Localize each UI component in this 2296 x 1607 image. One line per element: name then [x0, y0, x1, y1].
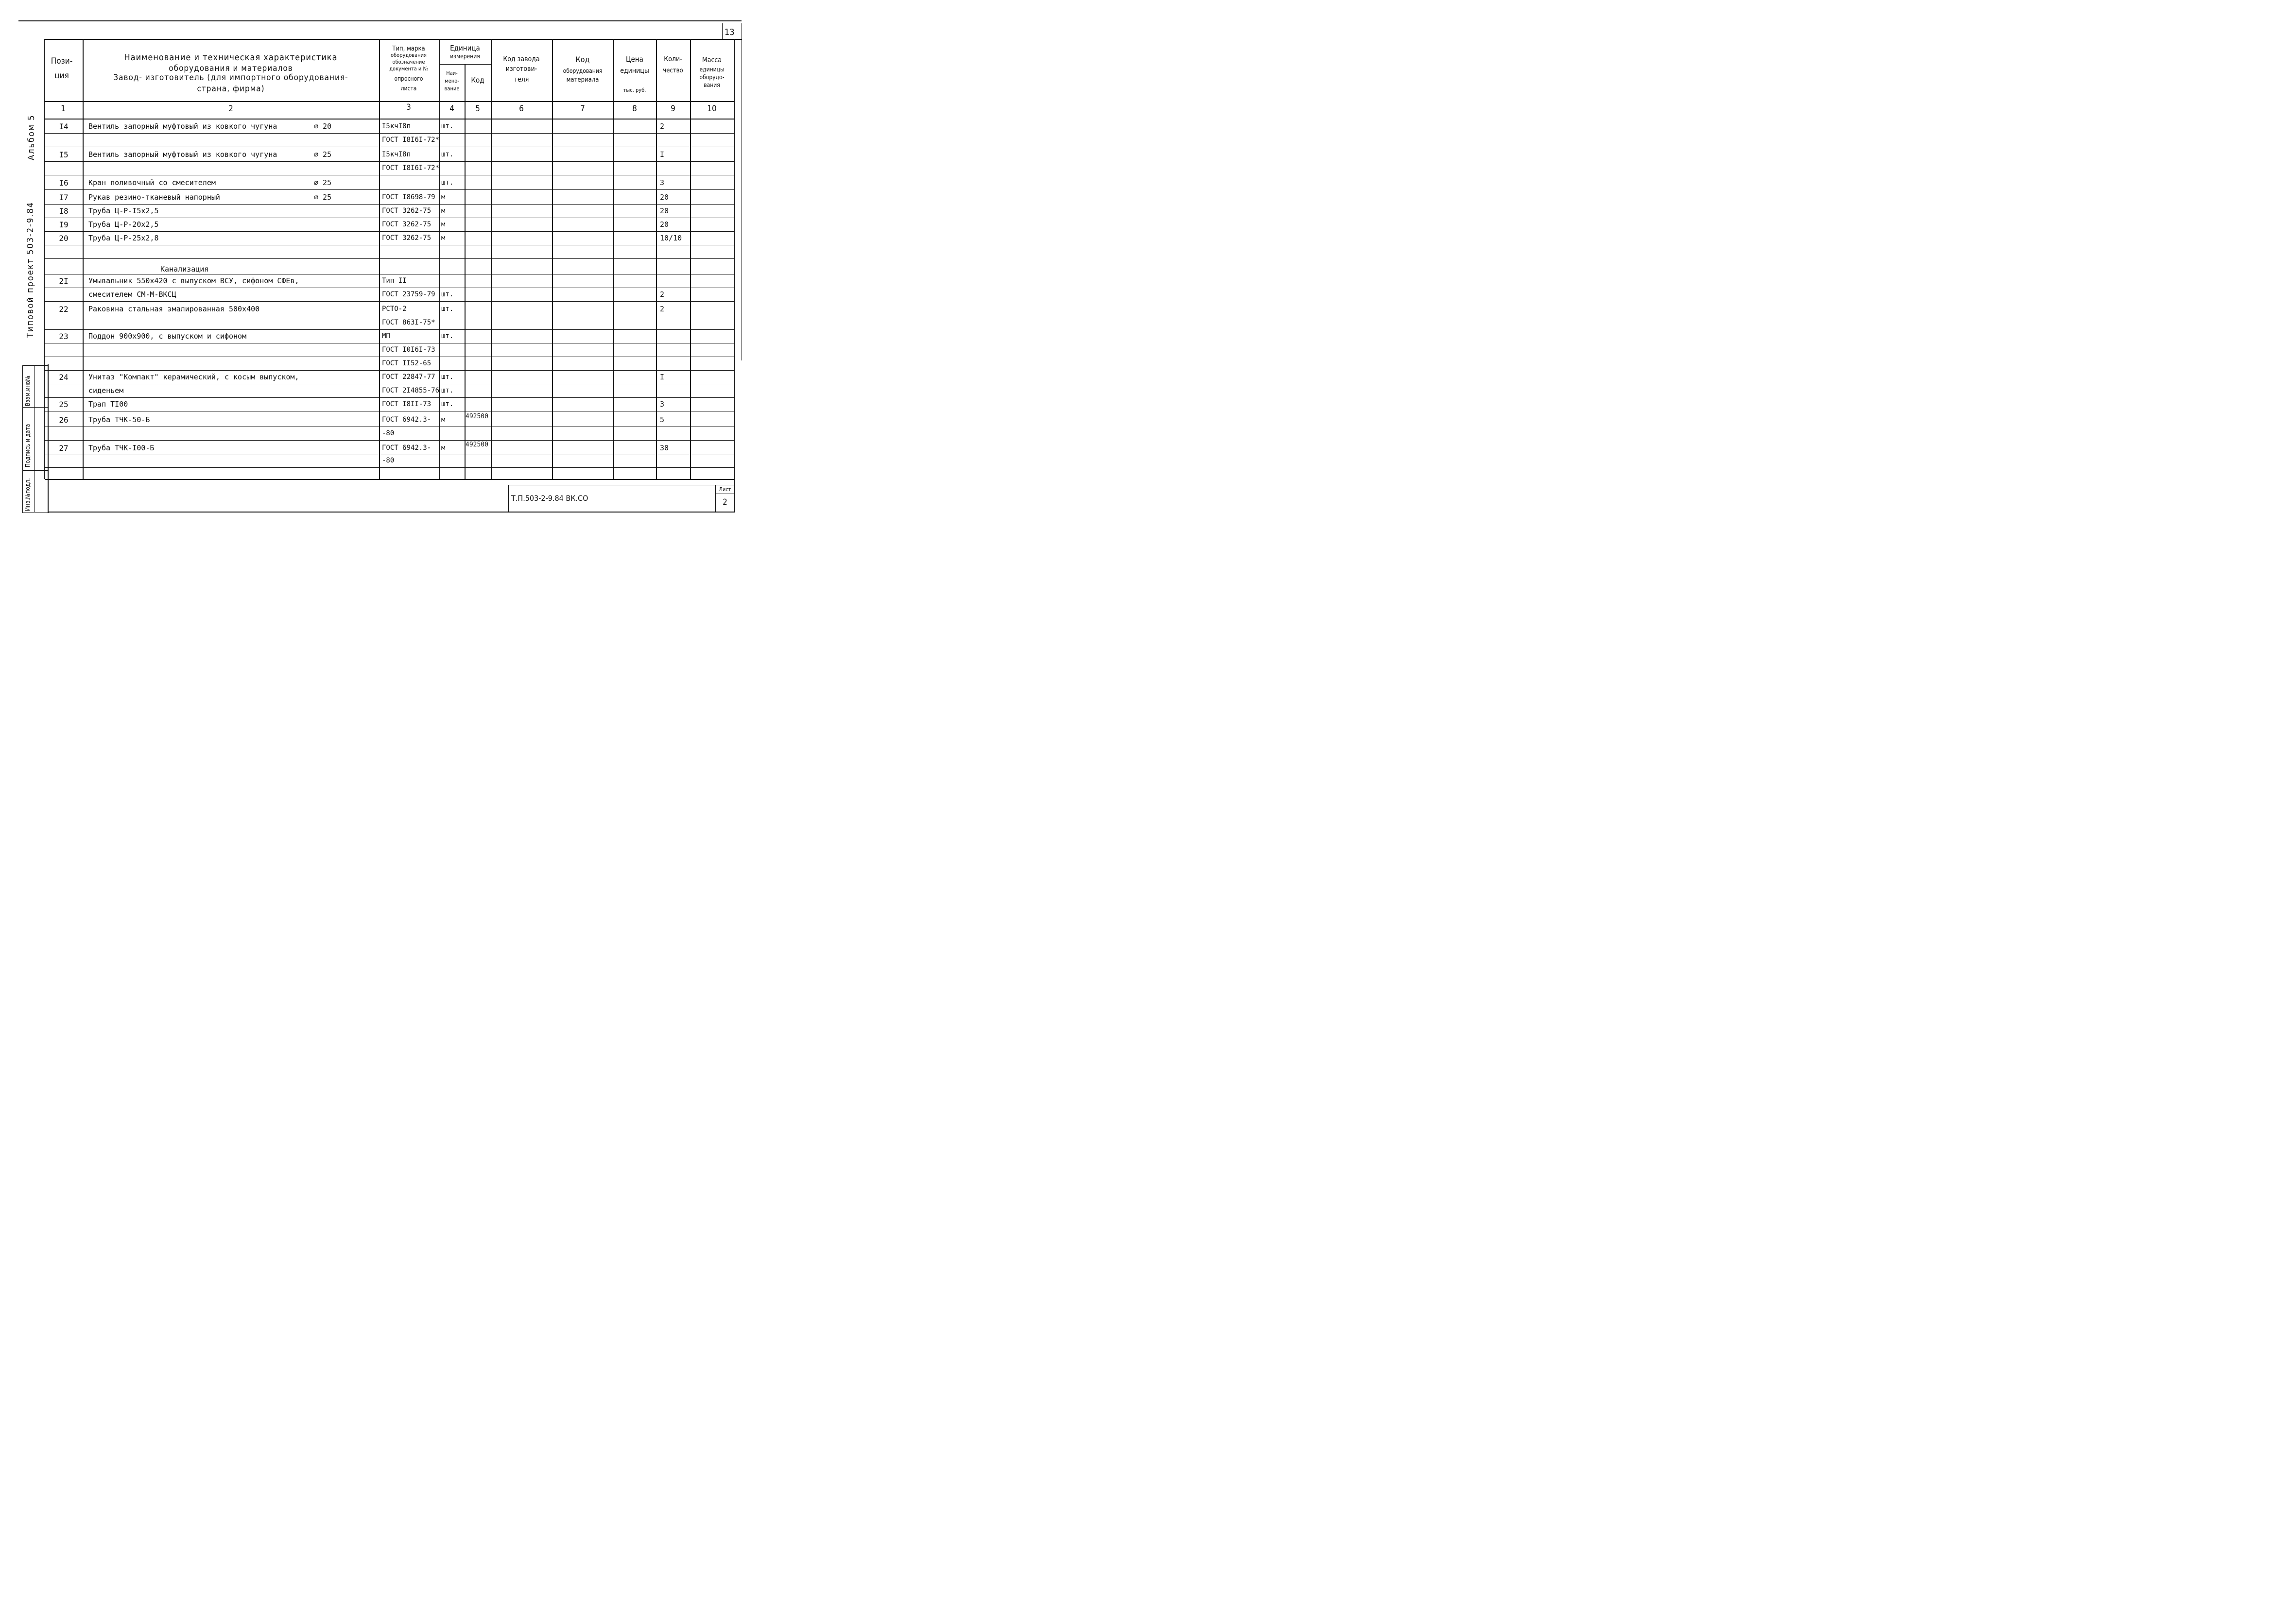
- row-type: ГОСТ 3262-75: [382, 221, 432, 228]
- header-col3-l4: документа и №: [389, 66, 428, 72]
- row-position: 27: [59, 444, 69, 453]
- colnum-5: 5: [475, 104, 480, 114]
- col-line-8: [656, 39, 657, 479]
- side-stamp-replace: Взам.инв№: [24, 375, 31, 406]
- row-type: ГОСТ 23759-79: [382, 291, 435, 298]
- header-col2-l2: оборудования и материалов: [169, 64, 293, 73]
- row-type: ГОСТ 2I4855-76: [382, 387, 440, 394]
- row-line-2: [45, 161, 734, 162]
- colnum-9: 9: [671, 104, 675, 114]
- header-col2-l3: Завод- изготовитель (для импортного оборудования-: [113, 73, 348, 83]
- header-col10-l2: единицы: [699, 66, 725, 73]
- row-name: Рукав резино-тканевый напорный: [88, 193, 220, 202]
- header-col4-l2: мено-: [445, 78, 459, 84]
- header-col6-l2: изготови-: [505, 65, 537, 73]
- row-quantity: I: [660, 150, 665, 159]
- header-col8-l1: Цена: [626, 55, 643, 64]
- side-stamp-signdate: Подпись и дата: [24, 424, 31, 467]
- header-col8-l2: единицы: [620, 67, 649, 75]
- header-col3-l1: Тип, марка: [392, 45, 425, 52]
- row-quantity: 3: [660, 178, 665, 187]
- row-name: Унитаз "Компакт" керамический, с косым выпуском,: [88, 373, 299, 381]
- col-line-9: [690, 39, 691, 479]
- col-line-4: [465, 64, 466, 479]
- row-name: сиденьем: [88, 386, 124, 395]
- row-position: 20: [59, 234, 69, 243]
- row-type: ГОСТ 6942.3-: [382, 444, 432, 452]
- row-unit: м: [441, 234, 446, 242]
- row-unit: м: [441, 416, 446, 424]
- header-unit-l1: Единица: [450, 44, 480, 52]
- colnum-4: 4: [449, 104, 454, 114]
- row-position: 23: [59, 332, 69, 341]
- header-col1-a: Пози-: [51, 56, 73, 66]
- frame-bottom: [48, 512, 735, 513]
- row-type: Тип II: [382, 277, 407, 285]
- row-type: ГОСТ 863I-75*: [382, 319, 435, 326]
- header-col7-l2: оборудования: [563, 68, 603, 74]
- col-line-1: [83, 39, 84, 479]
- row-diameter: ∅ 25: [314, 193, 332, 202]
- row-name: Вентиль запорный муфтовый из ковкого чугуна: [88, 122, 277, 131]
- row-name: Труба Ц-Р-20х2,5: [88, 220, 159, 229]
- row-name: Труба ТЧК-50-Б: [88, 415, 150, 424]
- row-quantity: 20: [660, 193, 669, 202]
- row-type: -80: [382, 429, 395, 437]
- row-quantity: 10/10: [660, 234, 682, 242]
- row-type: ГОСТ I8698-79: [382, 193, 435, 201]
- colnum-3: 3: [406, 103, 411, 112]
- page-number-box-left: [722, 23, 723, 39]
- header-col3-l2: оборудования: [391, 52, 427, 58]
- header-unit-l2: измерения: [450, 53, 480, 60]
- row-type: ГОСТ 22847-77: [382, 373, 435, 381]
- row-type: ГОСТ I8II-73: [382, 400, 432, 408]
- header-col1-b: ция: [54, 71, 69, 81]
- row-type: ГОСТ I8I6I-72*: [382, 164, 440, 172]
- header-bottom-line: [45, 101, 734, 102]
- row-unit: м: [441, 221, 446, 228]
- row-type: РСТО-2: [382, 305, 407, 313]
- stamp-left: [508, 485, 509, 512]
- numbers-bottom-line: [45, 119, 734, 120]
- row-name: Труба Ц-Р-25х2,8: [88, 234, 159, 242]
- header-col7-l1: Код: [575, 55, 590, 64]
- header-col9-l1: Коли-: [664, 55, 682, 63]
- row-quantity: 30: [660, 444, 669, 452]
- row-type: ГОСТ 6942.3-: [382, 416, 432, 424]
- row-unit: шт.: [441, 291, 454, 298]
- row-line-12: [45, 301, 734, 302]
- side-project: Типовой проект 503-2-9.84: [25, 201, 35, 338]
- outer-right-border: [734, 39, 735, 512]
- stamp-doc-code: Т.П.503-2-9.84 ВК.СО: [511, 494, 588, 503]
- row-diameter: ∅ 25: [314, 178, 332, 187]
- header-col2-l4: страна, фирма): [197, 84, 265, 94]
- stamp-sheet-number: 2: [723, 497, 727, 507]
- row-type: ГОСТ I8I6I-72*: [382, 136, 440, 144]
- row-unit: шт.: [441, 151, 454, 158]
- row-type: I5кчI8п: [382, 151, 411, 158]
- row-unit: шт.: [441, 400, 454, 408]
- row-type: -80: [382, 457, 395, 464]
- stamp-sheet-label: Лист: [719, 486, 731, 493]
- row-diameter: ∅ 20: [314, 122, 332, 131]
- row-position: I7: [59, 193, 69, 202]
- row-position: I5: [59, 150, 69, 159]
- colnum-8: 8: [632, 104, 637, 114]
- row-type: ГОСТ II52-65: [382, 359, 432, 367]
- header-col6-l3: теля: [514, 76, 529, 84]
- side-stamp-div2: [22, 407, 48, 408]
- row-quantity: I: [660, 373, 665, 381]
- col-line-5: [491, 39, 492, 479]
- row-line-17: [45, 370, 734, 371]
- row-name: Кран поливочный со смесителем: [88, 178, 216, 187]
- row-quantity: 20: [660, 206, 669, 215]
- row-line-19: [45, 397, 734, 398]
- row-diameter: ∅ 25: [314, 150, 332, 159]
- colnum-7: 7: [580, 104, 585, 114]
- side-stamp-div3: [22, 470, 48, 471]
- row-line-0: [45, 133, 734, 134]
- row-position: I6: [59, 178, 69, 188]
- col-line-7: [613, 39, 614, 479]
- row-position: 25: [59, 400, 69, 409]
- header-col6-l1: Код завода: [503, 55, 540, 63]
- colnum-2: 2: [228, 104, 233, 114]
- row-line-22: [45, 440, 734, 441]
- row-position: 26: [59, 415, 69, 425]
- col-line-unit-left: [439, 39, 440, 479]
- row-line-4: [45, 189, 734, 190]
- row-unit: шт.: [441, 305, 454, 313]
- section-heading: Канализация: [160, 265, 209, 274]
- header-col3-l6: листа: [400, 85, 417, 92]
- row-unit: шт.: [441, 122, 454, 130]
- outer-top-border: [44, 39, 742, 40]
- colnum-1: 1: [61, 104, 66, 114]
- row-name: Труба ТЧК-I00-Б: [88, 444, 155, 452]
- row-name: Умывальник 550х420 с выпуском ВСУ, сифоном СФЕв,: [88, 276, 299, 285]
- row-unit: шт.: [441, 373, 454, 381]
- side-stamp-div1: [34, 365, 35, 512]
- row-code: 492500: [466, 441, 488, 448]
- row-line-14: [45, 329, 734, 330]
- row-position: I9: [59, 220, 69, 229]
- row-quantity: 2: [660, 122, 665, 131]
- row-quantity: 5: [660, 415, 665, 424]
- colnum-6: 6: [519, 104, 524, 114]
- row-name: Поддон 900х900, с выпуском и сифоном: [88, 332, 247, 341]
- row-line-7: [45, 231, 734, 232]
- row-unit: м: [441, 444, 446, 452]
- row-position: 24: [59, 373, 69, 382]
- header-col4-l3: вание: [444, 85, 460, 92]
- side-album: Альбом 5: [26, 114, 36, 160]
- header-col3-l3: обозначение: [392, 59, 425, 65]
- row-unit: м: [441, 207, 446, 215]
- header-col10-l3: оборудо-: [699, 74, 725, 81]
- row-name: Вентиль запорный муфтовый из ковкого чугуна: [88, 150, 277, 159]
- header-col8-l3: тыс. руб.: [623, 87, 646, 93]
- unit-header-divider: [439, 64, 491, 65]
- col-line-6: [552, 39, 553, 479]
- table-bottom-line: [45, 479, 734, 480]
- header-col5: Код: [471, 76, 484, 85]
- header-col4-l1: Наи-: [446, 70, 458, 76]
- page-number: 13: [725, 27, 735, 37]
- row-code: 492500: [466, 413, 488, 420]
- row-type: I5кчI8п: [382, 122, 411, 130]
- row-line-9: [45, 258, 734, 259]
- row-name: смесителем СМ-М-ВКСЦ: [88, 290, 176, 299]
- row-unit: шт.: [441, 179, 454, 187]
- side-stamp-inv: Инв.№подл.: [24, 478, 31, 511]
- row-unit: шт.: [441, 387, 454, 394]
- row-position: I4: [59, 122, 69, 131]
- row-position: I8: [59, 206, 69, 216]
- header-col2-l1: Наименование и техническая характеристика: [124, 52, 338, 63]
- row-type: ГОСТ I0I6I-73: [382, 346, 435, 354]
- top-rule: [18, 20, 742, 21]
- header-col10-l4: вания: [704, 82, 720, 88]
- header-col3-l5: опросного: [394, 75, 423, 82]
- header-col10-l1: Масса: [702, 56, 722, 64]
- row-name: Трап ТI00: [88, 400, 128, 409]
- row-quantity: 2: [660, 290, 665, 299]
- row-name: Раковина стальная эмалированная 500х400: [88, 305, 260, 313]
- row-type: МП: [382, 332, 390, 340]
- row-type: ГОСТ 3262-75: [382, 207, 432, 215]
- row-line-5: [45, 204, 734, 205]
- row-line-24: [45, 467, 734, 468]
- row-name: Труба Ц-Р-I5х2,5: [88, 206, 159, 215]
- header-col7-l3: материала: [566, 76, 599, 84]
- row-position: 22: [59, 305, 69, 314]
- row-type: ГОСТ 3262-75: [382, 234, 432, 242]
- row-unit: м: [441, 193, 446, 201]
- row-quantity: 2: [660, 305, 665, 313]
- row-quantity: 3: [660, 400, 665, 409]
- col-line-2: [379, 39, 380, 479]
- row-position: 2I: [59, 276, 69, 286]
- header-col9-l2: чество: [663, 67, 683, 74]
- row-unit: шт.: [441, 332, 454, 340]
- row-quantity: 20: [660, 220, 669, 229]
- colnum-10: 10: [707, 104, 717, 114]
